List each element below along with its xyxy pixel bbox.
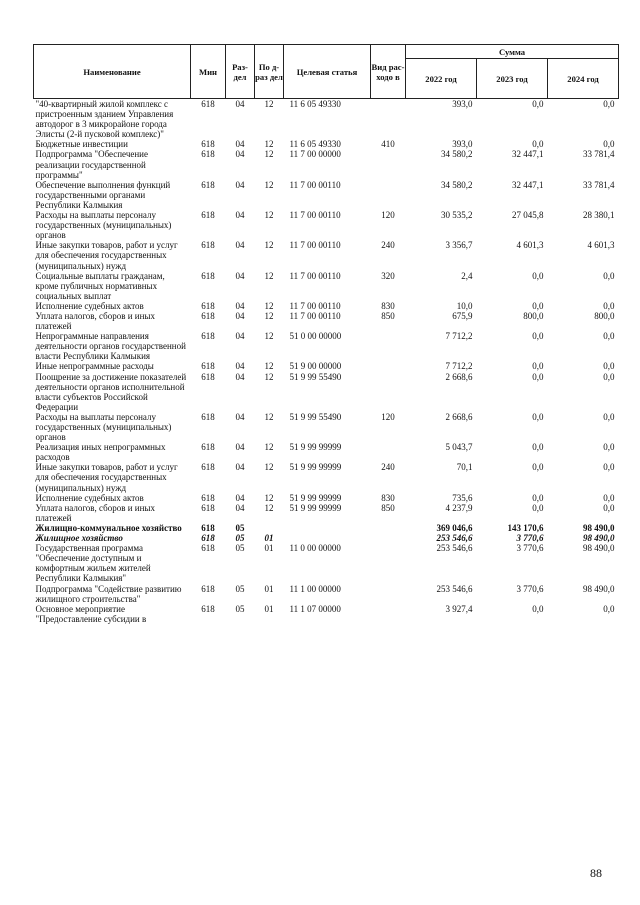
row-sum-2023: 4 601,3	[516, 240, 544, 251]
row-sum-2022: 2 668,6	[445, 411, 473, 422]
row-sum-2022: 253 546,6	[436, 533, 473, 544]
row-razdel: 05	[235, 583, 245, 594]
table-row	[34, 584, 619, 604]
table-row	[34, 311, 619, 331]
row-sum-2022: 2 668,6	[445, 371, 473, 382]
row-sum-2022: 393,0	[452, 139, 473, 150]
row-sum-2023: 0,0	[532, 371, 544, 382]
row-name: Уплата налогов, сборов и иных платежей	[35, 502, 155, 523]
row-vid-rashodov: 830	[381, 300, 395, 311]
row-sum-2024: 0,0	[603, 99, 615, 109]
row-sum-2023: 0,0	[532, 361, 544, 372]
row-sum-2024: 28 380,1	[583, 210, 615, 221]
table-row	[34, 493, 619, 503]
row-razdel: 04	[235, 371, 245, 382]
row-podrazdel	[255, 523, 284, 533]
row-podrazdel: 12	[264, 210, 274, 221]
table-row	[34, 372, 619, 412]
row-podrazdel: 12	[264, 371, 274, 382]
row-sum-2023: 0,0	[532, 300, 544, 311]
row-razdel: 04	[235, 210, 245, 221]
row-min: 618	[201, 210, 215, 221]
row-sum-2023: 3 770,6	[516, 543, 544, 554]
row-name: Уплата налогов, сборов и иных платежей	[35, 310, 155, 332]
row-razdel: 04	[235, 99, 245, 109]
row-sum-2024: 0,0	[603, 331, 615, 342]
table-header	[34, 45, 619, 99]
header-vid-rashodov: Вид рас-ходо в	[371, 45, 406, 99]
row-podrazdel: 12	[264, 139, 274, 150]
row-sum-2022: 369 046,6	[436, 522, 473, 533]
row-celevaya-statya: 51 9 99 55490	[289, 411, 342, 422]
row-razdel: 04	[235, 361, 245, 372]
row-min: 618	[201, 522, 215, 533]
row-min: 618	[201, 371, 215, 382]
row-vid-rashodov	[371, 331, 406, 361]
row-vid-rashodov: 320	[381, 270, 395, 281]
row-podrazdel: 12	[264, 492, 274, 503]
row-celevaya-statya: 11 6 05 49330	[289, 139, 341, 150]
row-vid-rashodov	[371, 99, 406, 140]
row-celevaya-statya: 11 7 00 00110	[289, 240, 341, 251]
row-vid-rashodov: 120	[381, 210, 395, 221]
row-min: 618	[201, 543, 215, 554]
row-podrazdel: 12	[264, 442, 274, 453]
row-podrazdel: 01	[264, 543, 274, 554]
row-name: Поощрение за достижение показателей деятельности органов исполнительной власти субъектов Российской Федерации	[35, 371, 187, 412]
row-sum-2023: 0,0	[532, 331, 544, 342]
row-min: 618	[201, 300, 215, 311]
row-min: 618	[201, 99, 215, 109]
row-podrazdel: 12	[264, 270, 274, 281]
row-vid-rashodov: 830	[381, 492, 395, 503]
row-podrazdel: 12	[264, 331, 274, 342]
row-sum-2022: 5 043,7	[445, 442, 473, 453]
row-name: Государственная программа "Обеспечение доступным и комфортным жильем жителей Республики Калмыкия"	[35, 543, 151, 584]
row-celevaya-statya	[284, 533, 371, 543]
row-razdel: 05	[235, 533, 245, 544]
row-vid-rashodov	[371, 543, 406, 583]
row-razdel: 04	[235, 492, 245, 503]
row-razdel: 04	[235, 442, 245, 453]
row-name: Подпрограмма "Обеспечение реализации государственной программы"	[35, 149, 148, 180]
row-razdel: 04	[235, 462, 245, 473]
row-name: Исполнение судебных актов	[35, 492, 144, 503]
row-name: Непрограммные направления деятельности органов государственной власти Республики Калмыкия	[35, 331, 186, 362]
table-row	[34, 462, 619, 492]
row-celevaya-statya: 11 7 00 00110	[289, 270, 341, 281]
row-celevaya-statya: 11 0 00 00000	[289, 543, 341, 554]
header-celevaya-statya: Целевая статья	[284, 45, 371, 99]
row-razdel: 04	[235, 331, 245, 342]
row-vid-rashodov	[371, 533, 406, 543]
row-name: Иные закупки товаров, работ и услуг для обеспечения государственных (муниципальных) нужд	[35, 240, 178, 271]
header-name: Наименование	[34, 45, 191, 99]
row-sum-2023: 800,0	[523, 310, 544, 321]
row-min: 618	[201, 139, 215, 150]
row-celevaya-statya: 51 9 99 99999	[289, 492, 342, 503]
row-podrazdel: 12	[264, 99, 274, 109]
row-sum-2024: 0,0	[603, 139, 615, 150]
row-vid-rashodov: 240	[381, 462, 395, 473]
row-sum-2024: 0,0	[603, 502, 615, 513]
row-sum-2022: 253 546,6	[436, 583, 473, 594]
row-vid-rashodov	[371, 442, 406, 462]
table-row	[34, 271, 619, 301]
row-sum-2024: 98 490,0	[583, 533, 615, 544]
row-sum-2022: 7 712,2	[445, 331, 473, 342]
table-row	[34, 180, 619, 210]
row-name: Расходы на выплаты персоналу государственных (муниципальных) органов	[35, 411, 172, 443]
row-sum-2022: 675,9	[452, 310, 473, 321]
row-sum-2023: 32 447,1	[512, 179, 544, 190]
row-razdel: 04	[235, 502, 245, 513]
row-sum-2023: 0,0	[532, 462, 544, 473]
row-sum-2024: 0,0	[603, 462, 615, 473]
row-podrazdel: 12	[264, 361, 274, 372]
row-celevaya-statya: 11 7 00 00000	[289, 149, 341, 160]
table-row	[34, 331, 619, 361]
row-sum-2023: 0,0	[532, 442, 544, 453]
header-podrazdel: По д-раз дел	[255, 45, 284, 99]
row-sum-2022: 10,0	[456, 300, 473, 311]
row-name: Бюджетные инвестиции	[35, 139, 128, 150]
row-name: Иные непрограммные расходы	[35, 361, 154, 372]
header-year-2022: 2022 год	[406, 59, 477, 99]
row-celevaya-statya: 51 9 99 99999	[289, 502, 342, 513]
row-min: 618	[201, 411, 215, 422]
row-name: Обеспечение выполнения функций государственными органами Республики Калмыкия	[35, 179, 171, 210]
row-podrazdel: 01	[264, 583, 274, 594]
row-name: Реализация иных непрограммных расходов	[35, 442, 166, 463]
row-celevaya-statya: 11 1 07 00000	[289, 603, 341, 614]
row-vid-rashodov	[371, 149, 406, 179]
table-row	[34, 543, 619, 583]
row-sum-2024: 0,0	[603, 371, 615, 382]
row-min: 618	[201, 502, 215, 513]
row-sum-2022: 735,6	[452, 492, 473, 503]
row-razdel: 05	[235, 522, 245, 533]
row-podrazdel: 12	[264, 462, 274, 473]
row-sum-2024: 98 490,0	[583, 543, 615, 554]
row-razdel: 04	[235, 270, 245, 281]
table-row	[34, 412, 619, 442]
row-vid-rashodov	[371, 372, 406, 412]
row-podrazdel: 12	[264, 310, 274, 321]
row-razdel: 04	[235, 300, 245, 311]
row-min: 618	[201, 331, 215, 342]
row-razdel: 04	[235, 240, 245, 251]
row-sum-2024: 0,0	[603, 442, 615, 453]
row-sum-2023: 0,0	[532, 603, 544, 614]
row-sum-2024: 33 781,4	[583, 149, 615, 160]
row-sum-2023: 3 770,6	[516, 583, 544, 594]
table-body	[34, 99, 619, 624]
row-sum-2022: 70,1	[456, 462, 473, 473]
row-name: Социальные выплаты гражданам, кроме публичных нормативных социальных выплат	[35, 270, 165, 301]
row-sum-2023: 0,0	[532, 139, 544, 150]
row-podrazdel: 12	[264, 179, 274, 190]
table-row	[34, 442, 619, 462]
row-min: 618	[201, 361, 215, 372]
row-sum-2023: 0,0	[532, 502, 544, 513]
row-sum-2024: 98 490,0	[583, 522, 615, 533]
row-sum-2022: 30 535,2	[441, 210, 473, 221]
row-min: 618	[201, 310, 215, 321]
row-sum-2022: 393,0	[452, 99, 473, 109]
row-min: 618	[201, 492, 215, 503]
row-vid-rashodov	[371, 604, 406, 624]
row-sum-2023: 0,0	[532, 99, 544, 109]
row-min: 618	[201, 583, 215, 594]
row-name: "40-квартирный жилой комплекс с пристроенным зданием Управления автодорог в 3 микрорайоне города Элисты (2-й пусковой комплекс)"	[35, 99, 174, 140]
row-celevaya-statya: 11 7 00 00110	[289, 300, 341, 311]
row-podrazdel: 01	[264, 603, 274, 614]
row-sum-2023: 0,0	[532, 492, 544, 503]
table-row	[34, 210, 619, 240]
row-celevaya-statya: 51 9 00 00000	[289, 361, 342, 372]
table-row	[34, 604, 619, 624]
page-number: 88	[590, 866, 602, 880]
row-min: 618	[201, 603, 215, 614]
row-sum-2022: 7 712,2	[445, 361, 473, 372]
row-razdel: 04	[235, 310, 245, 321]
row-sum-2022: 253 546,6	[436, 543, 473, 554]
row-razdel: 05	[235, 603, 245, 614]
row-razdel: 04	[235, 179, 245, 190]
row-name: Расходы на выплаты персоналу государственных (муниципальных) органов	[35, 210, 172, 241]
row-sum-2022: 34 580,2	[441, 149, 473, 160]
row-sum-2023: 3 770,6	[516, 533, 544, 544]
row-vid-rashodov: 410	[381, 139, 395, 150]
row-sum-2024: 0,0	[603, 300, 615, 311]
header-summa: Сумма	[406, 45, 619, 59]
row-min: 618	[201, 442, 215, 453]
row-sum-2024: 0,0	[603, 492, 615, 503]
row-podrazdel: 12	[264, 411, 274, 422]
row-sum-2024: 4 601,3	[587, 240, 615, 251]
row-name: Иные закупки товаров, работ и услуг для обеспечения государственных (муниципальных) нужд	[35, 462, 178, 493]
budget-table-sheet	[33, 44, 618, 624]
row-name: Жилищно-коммунальное хозяйство	[35, 522, 182, 533]
row-name: Основное мероприятие "Предоставление субсидии в	[35, 603, 147, 624]
row-sum-2024: 0,0	[603, 361, 615, 372]
row-celevaya-statya: 11 7 00 00110	[289, 179, 341, 190]
row-vid-rashodov: 120	[381, 411, 395, 422]
row-sum-2022: 3 927,4	[445, 603, 473, 614]
row-sum-2022: 34 580,2	[441, 179, 473, 190]
row-sum-2022: 2,4	[461, 270, 473, 281]
table-row	[34, 99, 619, 140]
row-celevaya-statya: 11 1 00 00000	[289, 583, 341, 594]
table-row	[34, 523, 619, 533]
header-razdel: Раз-дел	[226, 45, 255, 99]
row-celevaya-statya: 11 7 00 00110	[289, 310, 341, 321]
row-celevaya-statya: 51 9 99 55490	[289, 371, 342, 382]
row-razdel: 05	[235, 543, 245, 554]
row-sum-2024: 0,0	[603, 603, 615, 614]
row-min: 618	[201, 149, 215, 160]
row-min: 618	[201, 179, 215, 190]
row-sum-2024: 0,0	[603, 270, 615, 281]
row-podrazdel: 12	[264, 502, 274, 513]
row-name: Исполнение судебных актов	[35, 300, 144, 311]
row-vid-rashodov: 850	[381, 502, 395, 513]
row-celevaya-statya	[284, 523, 371, 533]
row-celevaya-statya: 11 7 00 00110	[289, 210, 341, 221]
table-row	[34, 361, 619, 371]
table-row	[34, 240, 619, 270]
header-year-2023: 2023 год	[477, 59, 548, 99]
row-min: 618	[201, 462, 215, 473]
row-min: 618	[201, 270, 215, 281]
row-celevaya-statya: 11 6 05 49330	[289, 99, 341, 109]
row-sum-2023: 27 045,8	[512, 210, 544, 221]
row-razdel: 04	[235, 411, 245, 422]
row-vid-rashodov	[371, 361, 406, 371]
row-podrazdel: 12	[264, 300, 274, 311]
table-row	[34, 139, 619, 149]
row-razdel: 04	[235, 149, 245, 160]
row-vid-rashodov	[371, 584, 406, 604]
row-celevaya-statya: 51 0 00 00000	[289, 331, 342, 342]
header-year-2024: 2024 год	[548, 59, 619, 99]
row-sum-2023: 0,0	[532, 411, 544, 422]
row-sum-2024: 0,0	[603, 411, 615, 422]
row-sum-2023: 143 170,6	[507, 522, 544, 533]
row-sum-2024: 800,0	[594, 310, 615, 321]
header-min: Мин	[191, 45, 226, 99]
row-sum-2022: 3 356,7	[445, 240, 473, 251]
row-sum-2024: 33 781,4	[583, 179, 615, 190]
row-min: 618	[201, 240, 215, 251]
row-sum-2023: 0,0	[532, 270, 544, 281]
row-vid-rashodov	[371, 523, 406, 533]
row-sum-2022: 4 237,9	[445, 502, 473, 513]
table-row	[34, 149, 619, 179]
row-vid-rashodov	[371, 180, 406, 210]
table-row	[34, 533, 619, 543]
row-name: Жилищное хозяйство	[35, 533, 123, 544]
row-vid-rashodov: 850	[381, 310, 395, 321]
row-vid-rashodov: 240	[381, 240, 395, 251]
row-podrazdel: 12	[264, 240, 274, 251]
row-min: 618	[201, 533, 215, 544]
row-name: Подпрограмма "Содействие развитию жилищного строительства"	[35, 583, 182, 604]
row-celevaya-statya: 51 9 99 99999	[289, 442, 342, 453]
budget-table	[33, 44, 619, 624]
row-sum-2023: 32 447,1	[512, 149, 544, 160]
row-celevaya-statya: 51 9 99 99999	[289, 462, 342, 473]
table-row	[34, 503, 619, 523]
row-razdel: 04	[235, 139, 245, 150]
table-row	[34, 301, 619, 311]
row-podrazdel: 12	[264, 149, 274, 160]
row-podrazdel: 01	[264, 533, 274, 544]
row-sum-2024: 98 490,0	[583, 583, 615, 594]
